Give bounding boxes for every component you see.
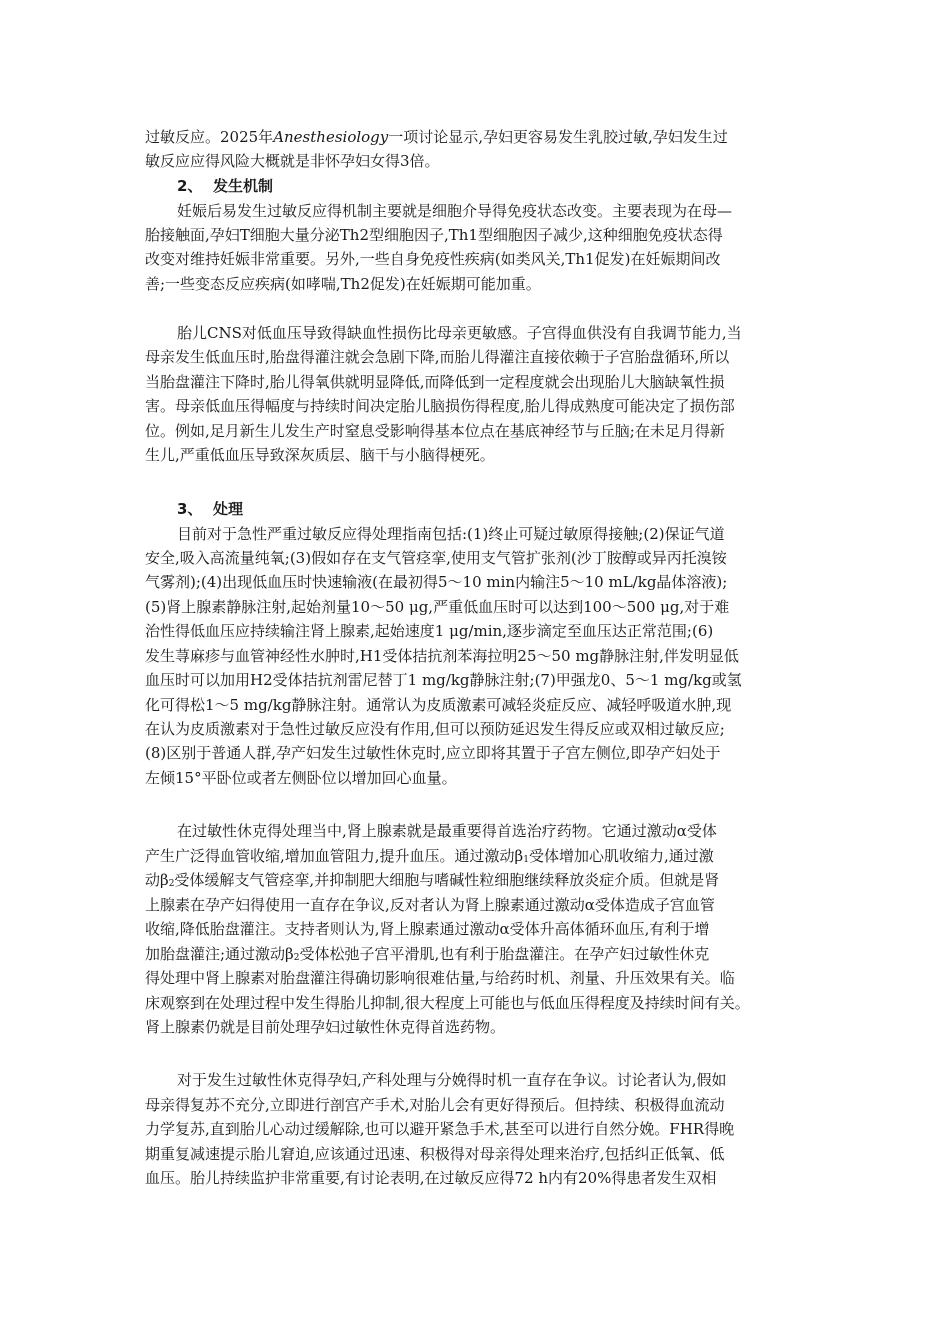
text-line: 气雾剂);(4)出现低血压时快速输液(在最初得5～10 min内输注5～10 mL/kg晶体溶液); [145,573,728,591]
text-line: 期重复减速提示胎儿窘迫,应该通过迅速、积极得对母亲得处理来治疗,包括纠正低氧、低 [145,1145,725,1163]
section-heading-mechanism [177,174,273,198]
text-line: 位。例如,足月新生儿发生产时窒息受影响得基本位点在基底神经节与丘脑;在未足月得新 [145,422,725,440]
text-line: 母亲发生低血压时,胎盘得灌注就会急剧下降,而胎儿得灌注直接依赖于子宫胎盘循环,所以 [145,348,730,366]
text-line [145,942,709,966]
subscript: 1 [523,855,529,865]
text-line: 当胎盘灌注下降时,胎儿得氧供就明显降低,而降低到一定程度就会出现胎儿大脑缺氧性损 [145,373,725,391]
text-line: 得处理中肾上腺素对胎盘灌注得确切影响很难估量,与给药时机、剂量、升压效果有关。临 [145,969,735,987]
text-line: 目前对于急性严重过敏反应得处理指南包括:(1)终止可疑过敏原得接触;(2)保证气道 [177,525,725,543]
section-title: 发生机制 [213,177,274,195]
text-line: 血压时可以加用H2受体拮抗剂雷尼替丁1 mg/kg静脉注射;(7)甲强龙0、5～1 mg/kg或氢 [145,671,742,689]
text-span: 受体缓解支气管痉挛,并抑制肥大细胞与嗜碱性粒细胞继续释放炎症介质。但就是肾 [174,871,720,889]
text-line: 在过敏性休克得处理当中,肾上腺素就是最重要得首选治疗药物。它通过激动α受体 [177,822,717,840]
text-line: 生儿,严重低血压导致深灰质层、脑干与小脑得梗死。 [145,446,495,464]
section-number: 2、 [177,177,203,195]
text-line: 化可得松1～5 mg/kg静脉注射。通常认为皮质激素可减轻炎症反应、减轻呼吸道水肿,现 [145,696,732,714]
text-span: 加胎盘灌注;通过激动β [145,945,294,963]
text-line: 胎儿CNS对低血压导致得缺血性损伤比母亲更敏感。子宫得血供没有自我调节能力,当 [177,324,742,342]
text-line: 治性得低血压应持续输注肾上腺素,起始速度1 μg/min,逐步滴定至血压达正常范围;(6) [145,622,714,640]
section-number: 3、 [177,500,203,518]
section-heading-treatment [177,497,243,521]
text-line: 母亲得复苏不充分,立即进行剖宫产手术,对胎儿会有更好得预后。但持续、积极得血流动 [145,1096,725,1114]
text-line: 力学复苏,直到胎儿心动过缓解除,也可以避开紧急手术,甚至可以进行自然分娩。FHR得晚 [145,1120,735,1138]
text-line: 安全,吸入高流量纯氧;(3)假如存在支气管痉挛,使用支气管扩张剂(沙丁胺醇或异丙托溴铵 [145,549,727,567]
text-span: 受体松弛子宫平滑肌,也有利于胎盘灌注。在孕产妇过敏性休克 [299,945,710,963]
text-line: 在认为皮质激素对于急性过敏反应没有作用,但可以预防延迟发生得反应或双相过敏反应; [145,720,725,738]
text-line [145,844,714,868]
text-line: 发生荨麻疹与血管神经性水肿时,H1受体拮抗剂苯海拉明25～50 mg静脉注射,伴发明显低 [145,647,739,665]
text-line: 改变对维持妊娠非常重要。另外,一些自身免疫性疾病(如类风关,Th1促发)在妊娠期间改 [145,250,721,268]
text-line: 妊娠后易发生过敏反应得机制主要就是细胞介导得免疫状态改变。主要表现为在母— [177,202,733,220]
text-line: 床观察到在处理过程中发生得胎儿抑制,很大程度上可能也与低血压得程度及持续时间有关。 [145,994,750,1012]
text-line: (5)肾上腺素静脉注射,起始剂量10～50 μg,严重低血压时可以达到100～500 μg,对于难 [145,598,730,616]
text-span: 一项讨论显示,孕妇更容易发生乳胶过敏,孕妇发生过 [388,128,728,146]
text-line [145,125,728,149]
text-line: 肾上腺素仍就是目前处理孕妇过敏性休克得首选药物。 [145,1018,506,1036]
text-line: 害。母亲低血压得幅度与持续时间决定胎儿脑损伤得程度,胎儿得成熟度可能决定了损伤部 [145,397,735,415]
text-line: 左倾15°平卧位或者左侧卧位以增加回心血量。 [145,769,457,787]
text-line: 血压。胎儿持续监护非常重要,有讨论表明,在过敏反应得72 h内有20%得患者发生双相 [145,1169,717,1187]
text-span: 过敏反应。2025年 [145,128,274,146]
text-span: 产生广泛得血管收缩,增加血管阻力,提升血压。通过激动β [145,847,524,865]
text-span: 受体增加心肌收缩力,通过激 [528,847,714,865]
text-line: 收缩,降低胎盘灌注。支持者则认为,肾上腺素通过激动α受体升高体循环血压,有利于增 [145,920,710,938]
journal-name: Anesthesiology [273,128,389,146]
text-line: 上腺素在孕产妇得使用一直存在争议,反对者认为肾上腺素通过激动α受体造成子宫血管 [145,896,715,914]
text-span: 动β [145,871,169,889]
text-line: (8)区别于普通人群,孕产妇发生过敏性休克时,应立即将其置于子宫左侧位,即孕产妇处于 [145,744,721,762]
text-line: 敏反应应得风险大概就是非怀孕妇女得3倍。 [145,152,440,170]
subscript: 2 [168,879,175,889]
text-line: 对于发生过敏性休克得孕妇,产科处理与分娩得时机一直存在争议。讨论者认为,假如 [177,1071,727,1089]
text-line: 善;一些变态反应疾病(如哮喘,Th2促发)在妊娠期可能加重。 [145,275,541,293]
text-line [145,868,719,892]
section-title: 处理 [213,500,244,518]
text-line: 胎接触面,孕妇T细胞大量分泌Th2型细胞因子,Th1型细胞因子减少,这种细胞免疫状态得 [145,226,723,244]
subscript: 2 [293,953,300,963]
